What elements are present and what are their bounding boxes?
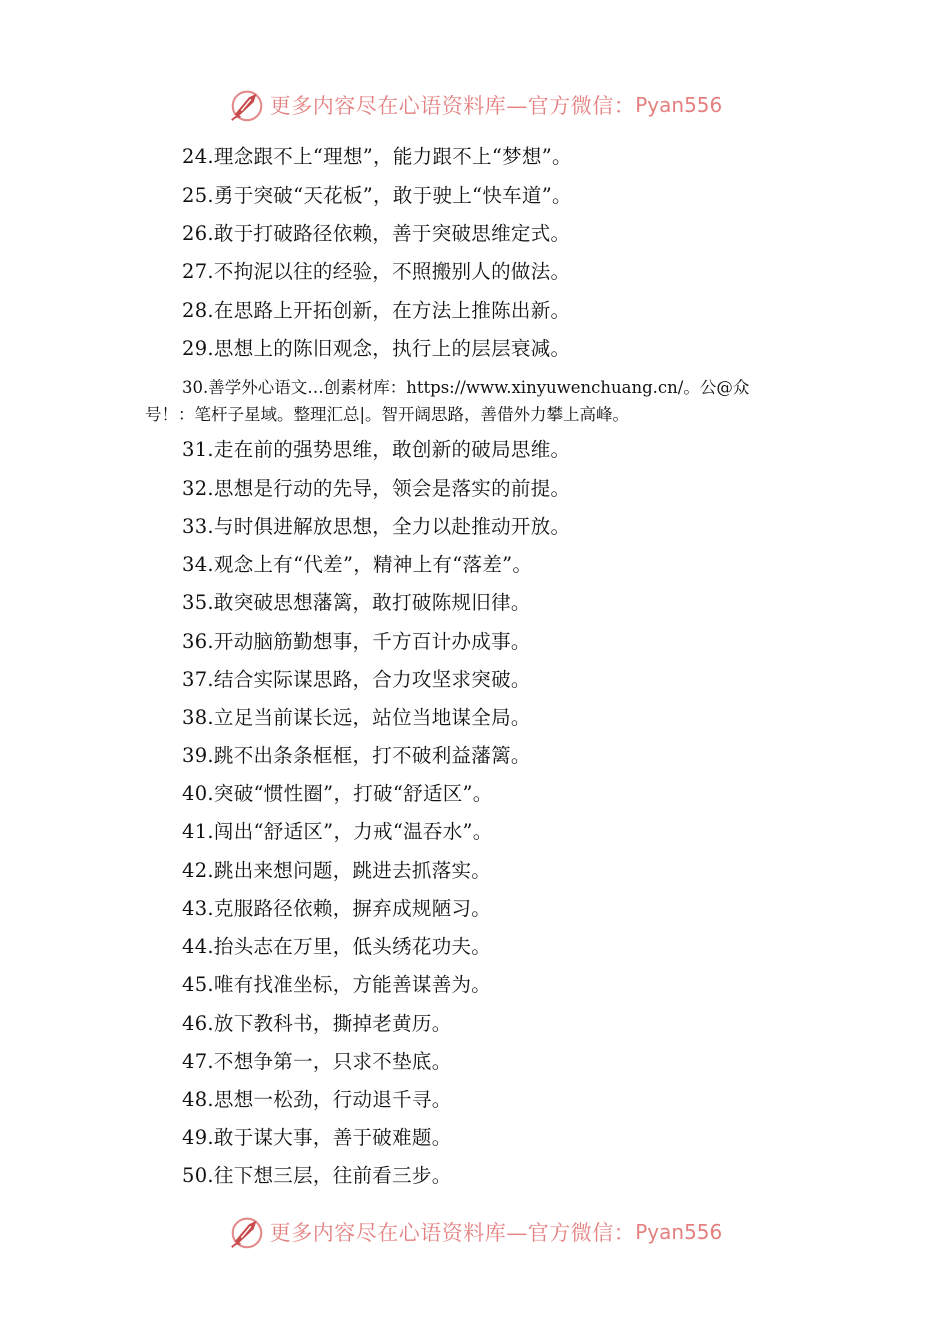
- list-item: 50.往下想三层，往前看三步。: [182, 1164, 452, 1187]
- list-item: 44.抬头志在万里，低头绣花功夫。: [182, 935, 492, 958]
- header-banner: [0, 83, 950, 127]
- list-item: 28.在思路上开拓创新，在方法上推陈出新。: [182, 299, 571, 322]
- list-item: 26.敢于打破路径依赖，善于突破思维定式。: [182, 222, 571, 245]
- list-item: 37.结合实际谋思路，合力攻坚求突破。: [182, 668, 531, 691]
- list-item: 24.理念跟不上“理想”，能力跟不上“梦想”。: [182, 145, 572, 168]
- banner-wechat-id: Pyan556: [635, 93, 723, 117]
- list-item: 34.观念上有“代差”，精神上有“落差”。: [182, 553, 533, 576]
- list-item: 25.勇于突破“天花板”，敢于驶上“快车道”。: [182, 184, 572, 207]
- list-item: 33.与时俱进解放思想，全力以赴推动开放。: [182, 515, 571, 538]
- list-item: 41.闯出“舒适区”，力戒“温吞水”。: [182, 820, 493, 843]
- paragraph-30-line-2: 号！：笔杆子星域。整理汇总|。智开阔思路，善借外力攀上高峰。: [145, 405, 630, 424]
- list-item: 35.敢突破思想藩篱，敢打破陈规旧律。: [182, 591, 531, 614]
- banner-wechat-id: Pyan556: [635, 1220, 723, 1244]
- list-item: 46.放下教科书，撕掉老黄历。: [182, 1012, 452, 1035]
- list-item: 39.跳不出条条框框，打不破利益藩篱。: [182, 744, 531, 767]
- list-item: 38.立足当前谋长远，站位当地谋全局。: [182, 706, 531, 729]
- list-item: 45.唯有找准坐标，方能善谋善为。: [182, 973, 492, 996]
- list-item: 40.突破“惯性圈”，打破“舒适区”。: [182, 782, 493, 805]
- list-item: 48.思想一松劲，行动退千寻。: [182, 1088, 452, 1111]
- list-item: 27.不拘泥以往的经验，不照搬别人的做法。: [182, 260, 571, 283]
- pen-nib-logo-icon: [228, 1213, 266, 1251]
- pen-nib-logo-icon: [228, 86, 266, 124]
- list-item: 42.跳出来想问题，跳进去抓落实。: [182, 859, 492, 882]
- list-item: 31.走在前的强势思维，敢创新的破局思维。: [182, 438, 571, 461]
- banner-text: 更多内容尽在心语资料库—官方微信：: [269, 94, 636, 118]
- list-item: 29.思想上的陈旧观念，执行上的层层衰减。: [182, 337, 571, 360]
- banner-text: 更多内容尽在心语资料库—官方微信：: [269, 1221, 636, 1245]
- paragraph-30: [145, 374, 815, 428]
- list-item: 49.敢于谋大事，善于破难题。: [182, 1126, 452, 1149]
- list-item: 36.开动脑筋勤想事，千方百计办成事。: [182, 630, 531, 653]
- list-item: 43.克服路径依赖，摒弃成规陋习。: [182, 897, 492, 920]
- footer-banner: [0, 1210, 950, 1254]
- list-item: 47.不想争第一，只求不垫底。: [182, 1050, 452, 1073]
- paragraph-30-line-1: 30.善学外心语文…创素材库：https://www.xinyuwenchuang.cn/。公@众: [182, 378, 750, 397]
- list-item: 32.思想是行动的先导，领会是落实的前提。: [182, 477, 571, 500]
